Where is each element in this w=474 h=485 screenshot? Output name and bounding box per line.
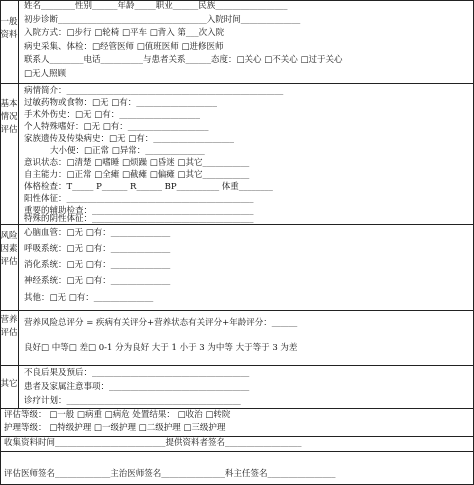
risk-row-cardio[interactable]: 心脑血管：□无 □有：______________: [24, 228, 171, 238]
divider-other: [0, 408, 474, 409]
condition-row-consciousness[interactable]: 意识状态：□清楚 □嗜睡 □烦躁 □昏迷 □其它___________: [24, 158, 250, 168]
condition-row-physical-exam[interactable]: 体格检查：T_____ P______ R______ BP__________ 体重________: [24, 182, 273, 192]
divider-risk: [0, 310, 474, 311]
condition-row-positive-signs[interactable]: 阳性体征：____________________________________________: [24, 194, 254, 204]
section-label-condition: 基本情况评估: [0, 99, 18, 135]
section-label-other: 其它: [0, 379, 18, 389]
grade-row-nursing[interactable]: 护理等级： □特级护理 □一级护理 □二级护理 □三级护理: [4, 423, 226, 433]
general-row-diagnosis[interactable]: 初步诊断___________________________________入院时间______________: [24, 15, 301, 25]
other-row-prognosis[interactable]: 不良后果及预后：_____________________________________: [24, 368, 250, 378]
divider-grade: [0, 436, 474, 437]
general-row-no-caretaker[interactable]: □无人照顾: [24, 69, 67, 79]
condition-row-autonomy[interactable]: 自主能力：□正常 □全瘫 □截瘫 □偏瘫 □其它___________: [24, 170, 250, 180]
section-label-risk: 风险因素评估: [0, 231, 18, 267]
signature-row[interactable]: 评估医师签名_____________主治医师签名_______________科主任签名________________: [4, 469, 336, 479]
general-row-contact[interactable]: 联系人________电话__________与患者关系______态度：□关心 □不关心 □过于关心: [24, 55, 343, 65]
risk-row-nervous[interactable]: 神经系统：□无 □有：______________: [24, 276, 171, 286]
condition-row-auxiliary-tests[interactable]: 重要的辅助检查：______________________________________: [24, 206, 254, 216]
condition-row-surgery[interactable]: 手术外伤史：□无 □有：___________________: [24, 110, 201, 120]
section-label-nutrition: 营养评估: [0, 315, 18, 338]
divider-collection: [0, 451, 474, 452]
condition-row-excretion[interactable]: 大小便：□正常 □异常：______________: [50, 146, 205, 156]
risk-row-digestive[interactable]: 消化系统：□无 □有：______________: [24, 260, 171, 270]
nutrition-row-score[interactable]: 营养风险总评分 = 疾病有关评分+营养状态有关评分+年龄评分：______: [24, 318, 298, 328]
other-row-plan[interactable]: 诊疗计划：_________________________________________: [24, 396, 241, 406]
risk-row-other[interactable]: 其他：□无 □有：______________: [24, 293, 154, 303]
label-column-divider: [18, 0, 19, 408]
general-row-admission-mode[interactable]: 入院方式：□步行 □轮椅 □平车 □背入 第___次入院: [24, 28, 225, 38]
condition-row-family-history[interactable]: 家族遗传及传染病史：□无 □有：___________________: [24, 134, 235, 144]
condition-row-habits[interactable]: 个人特殊嗜好：□无 □有：___________________: [24, 122, 209, 132]
risk-row-respiratory[interactable]: 呼吸系统：□无 □有：______________: [24, 244, 171, 254]
divider-nutrition: [0, 365, 474, 366]
other-row-precautions[interactable]: 患者及家属注意事项：_________________________________: [24, 382, 250, 392]
divider-general: [0, 83, 474, 84]
nutrition-row-level[interactable]: 良好□ 中等□ 差□ 0-1 分为良好 大于 1 小于 3 为中等 大于等于 3 为差: [24, 343, 298, 353]
condition-row-summary[interactable]: 病情简介：___________________________________________________: [24, 86, 284, 96]
general-row-history-exam[interactable]: 病史采集、体检：□经管医师 □值班医师 □进修医师: [24, 42, 224, 52]
collection-row[interactable]: 收集资料时间__________________________提供资料者签名__________________: [4, 438, 302, 448]
general-row-name[interactable]: 姓名________性别______年龄_____职业______民族_________________: [24, 1, 288, 11]
section-label-general: 一般资料: [0, 17, 18, 40]
grade-row-assessment[interactable]: 评估等级： □一般 □病重 □病危 处置结果： □收治 □转院: [4, 410, 231, 420]
condition-row-negative-signs[interactable]: 特殊的阴性体征：______________________________________: [24, 214, 254, 224]
condition-row-allergy[interactable]: 过敏药物或食物：□无 □有：___________________: [24, 98, 218, 108]
